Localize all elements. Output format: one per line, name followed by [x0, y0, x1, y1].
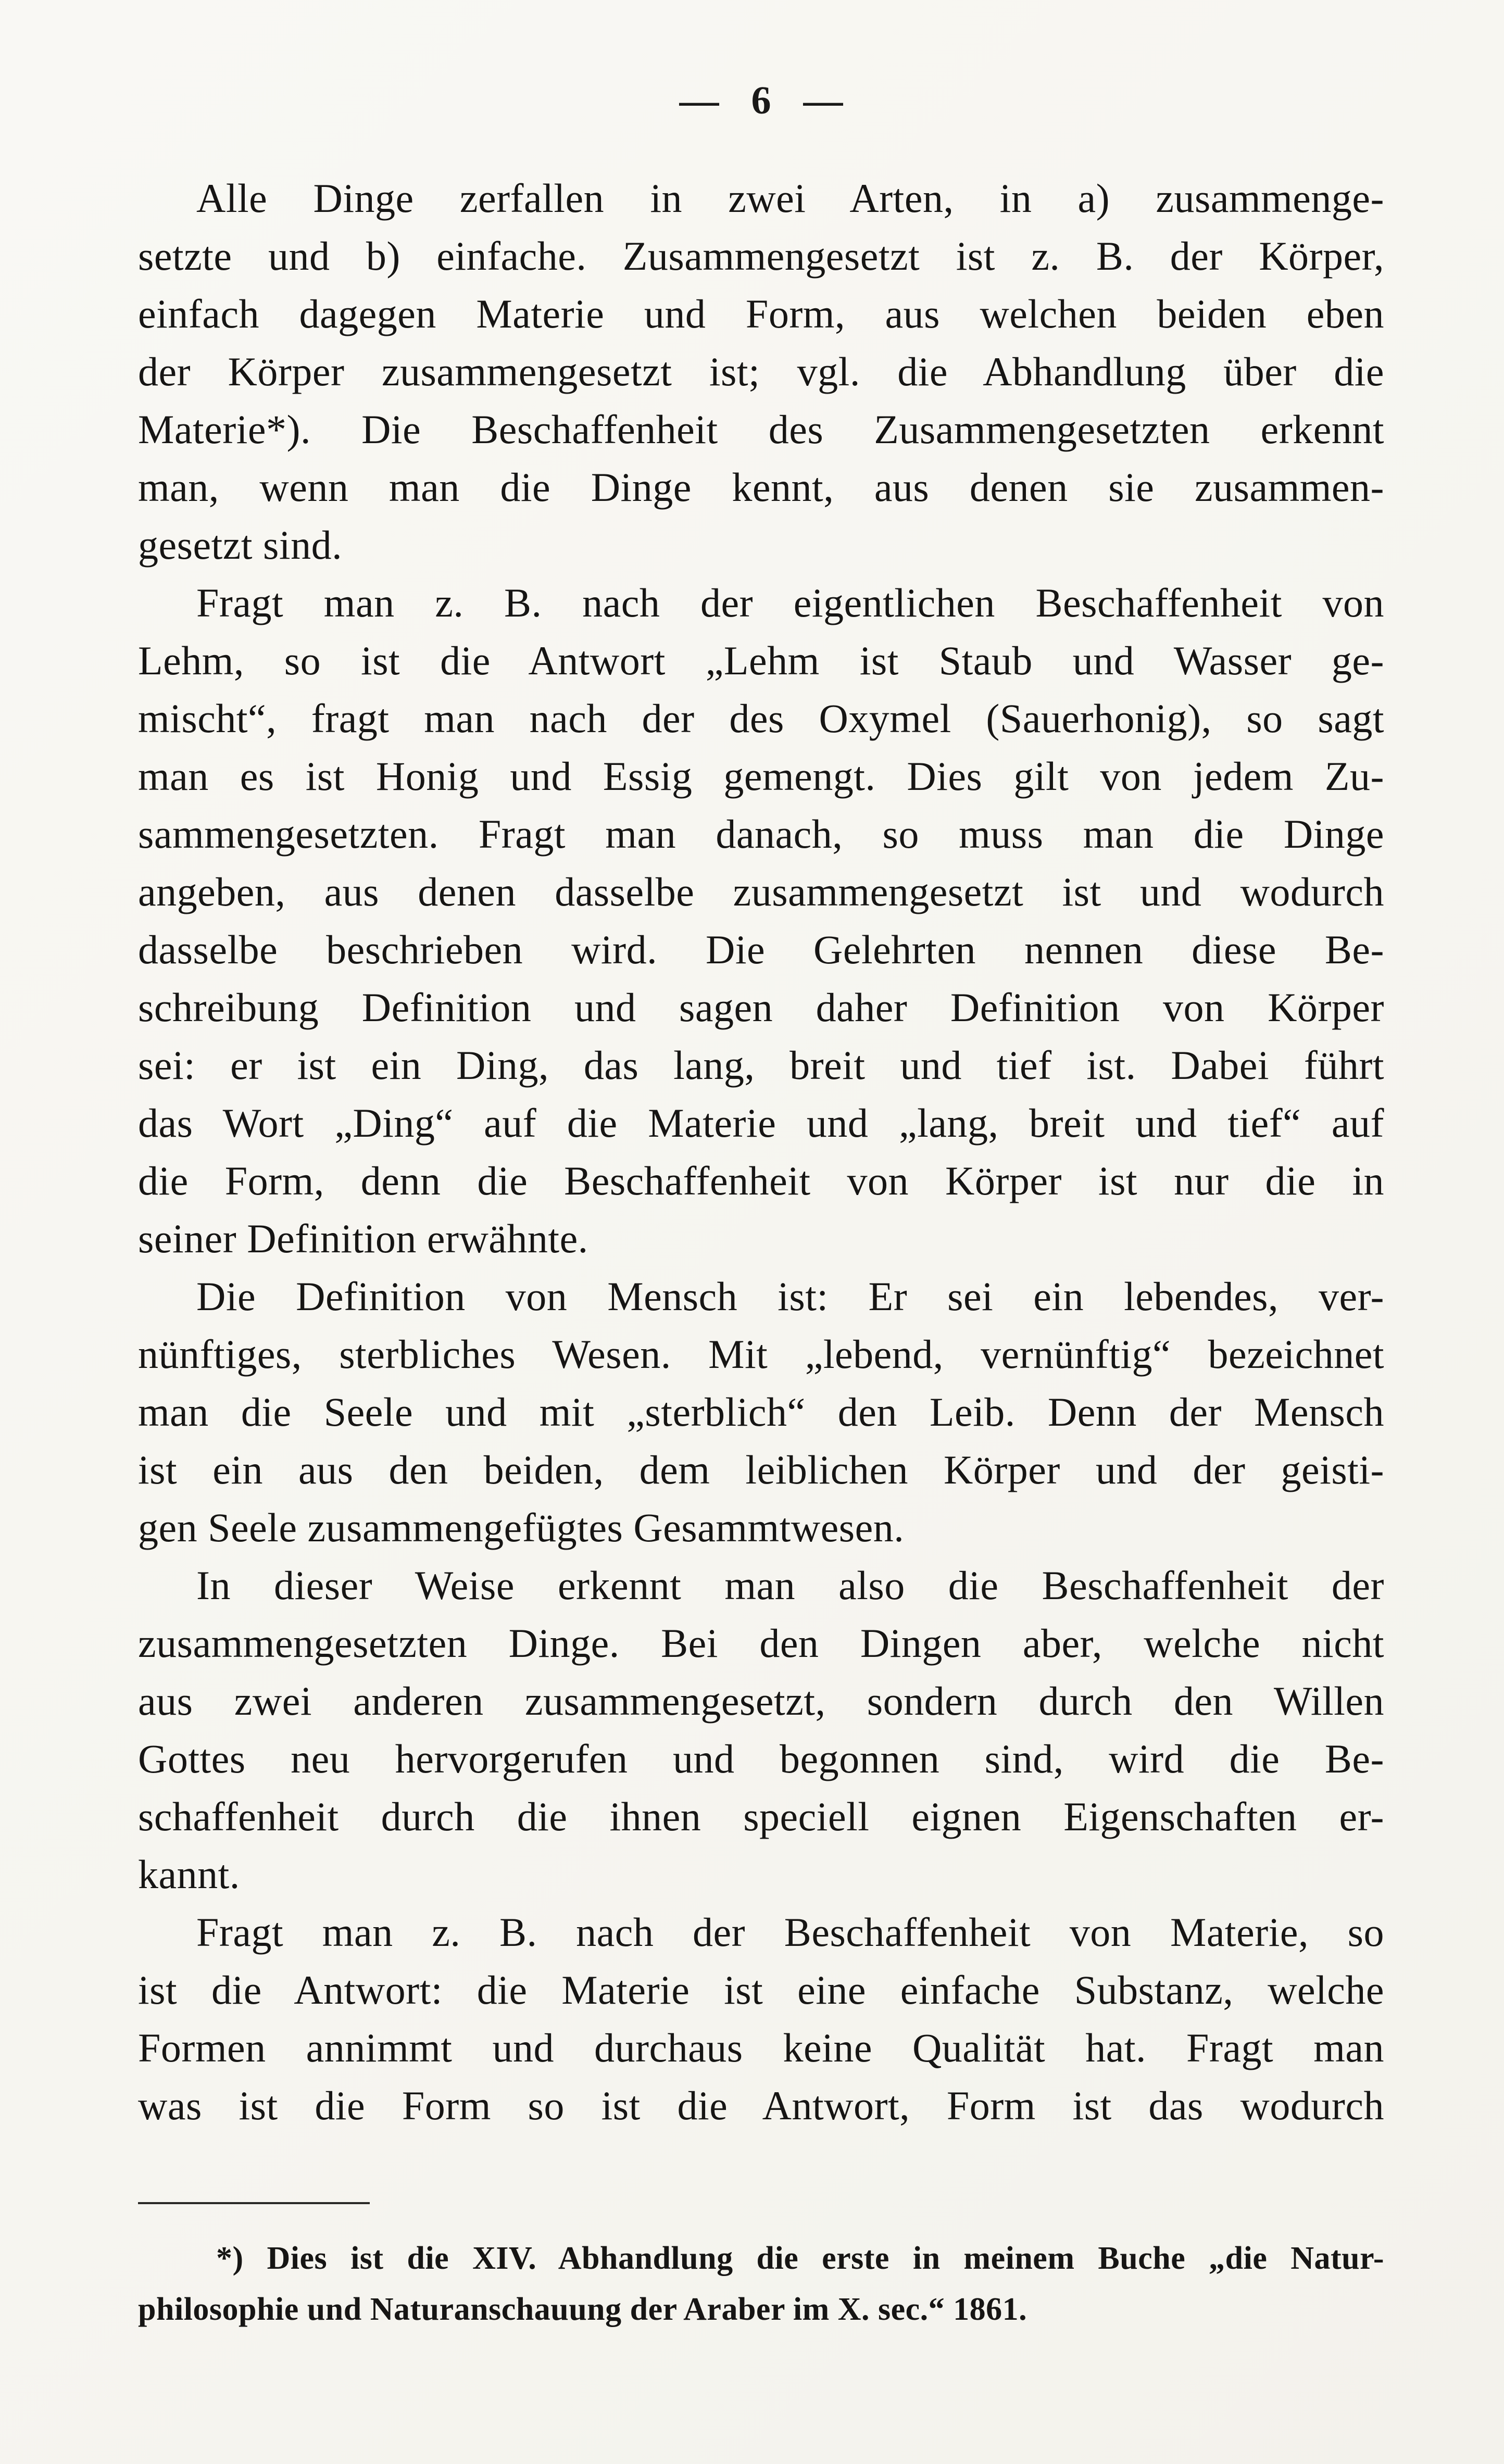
text-line: was ist die Form so ist die Antwort, Form ist das wodurch	[138, 2083, 1384, 2128]
footnote-text	[138, 2233, 1384, 2335]
page-number-value: 6	[751, 79, 771, 122]
text-line: Gottes neu hervorgerufen und begonnen sind, wird die Be-	[138, 1736, 1384, 1781]
text-line: schreibung Definition und sagen daher Definition von Körper	[138, 985, 1384, 1030]
text-line: sei: er ist ein Ding, das lang, breit und tief ist. Dabei führt	[138, 1042, 1384, 1088]
page-number-dash-left: —	[679, 79, 719, 122]
text-line: der Körper zusammengesetzt ist; vgl. die Abhandlung über die	[138, 349, 1384, 394]
text-line: gen Seele zusammengefügtes Gesammtwesen.	[138, 1505, 905, 1550]
text-line: einfach dagegen Materie und Form, aus welchen beiden eben	[138, 291, 1384, 336]
text-line: Materie*). Die Beschaffenheit des Zusammengesetzten erkennt	[138, 407, 1384, 452]
text-line: man es ist Honig und Essig gemengt. Dies gilt von jedem Zu-	[138, 753, 1384, 799]
paragraph	[138, 1267, 1384, 1556]
text-line: ist ein aus den beiden, dem leiblichen Körper und der geisti-	[138, 1447, 1384, 1492]
text-line: In dieser Weise erkennt man also die Beschaffenheit der	[196, 1563, 1384, 1608]
text-line: man, wenn man die Dinge kennt, aus denen sie zusammen-	[138, 464, 1384, 510]
text-line: Fragt man z. B. nach der eigentlichen Beschaffenheit von	[196, 580, 1384, 625]
paragraph	[138, 574, 1384, 1267]
text-line: Die Definition von Mensch ist: Er sei ein lebendes, ver-	[196, 1274, 1384, 1319]
text-line: das Wort „Ding“ auf die Materie und „lang, breit und tief“ auf	[138, 1100, 1384, 1146]
paragraph	[138, 169, 1384, 574]
paragraph	[138, 1556, 1384, 1903]
text-line: Fragt man z. B. nach der Beschaffenheit von Materie, so	[196, 1909, 1384, 1955]
text-line: die Form, denn die Beschaffenheit von Körper ist nur die in	[138, 1158, 1384, 1203]
text-line: Formen annimmt und durchaus keine Qualität hat. Fragt man	[138, 2025, 1384, 2070]
text-line: nünftiges, sterbliches Wesen. Mit „lebend, vernünftig“ bezeichnet	[138, 1331, 1384, 1377]
text-line: seiner Definition erwähnte.	[138, 1216, 588, 1261]
page-number	[138, 78, 1384, 123]
text-line: Alle Dinge zerfallen in zwei Arten, in a) zusammenge-	[196, 175, 1384, 221]
text-line: gesetzt sind.	[138, 522, 343, 568]
footnote	[138, 2202, 1384, 2335]
text-line: zusammengesetzten Dinge. Bei den Dingen aber, welche nicht	[138, 1620, 1384, 1666]
paragraph	[138, 1903, 1384, 2134]
text-line: kannt.	[138, 1852, 240, 1897]
footnote-rule	[138, 2202, 370, 2204]
text-line: setzte und b) einfache. Zusammengesetzt ist z. B. der Körper,	[138, 233, 1384, 279]
text-line: dasselbe beschrieben wird. Die Gelehrten nennen diese Be-	[138, 927, 1384, 972]
text-line: angeben, aus denen dasselbe zusammengesetzt ist und wodurch	[138, 869, 1384, 914]
text-line: aus zwei anderen zusammengesetzt, sondern durch den Willen	[138, 1678, 1384, 1724]
text-line: Lehm, so ist die Antwort „Lehm ist Staub und Wasser ge-	[138, 638, 1384, 683]
body-text	[138, 169, 1384, 2134]
text-line: ist die Antwort: die Materie ist eine einfache Substanz, welche	[138, 1967, 1384, 2013]
footnote-line: philosophie und Naturanschauung der Araber im X. sec.“ 1861.	[138, 2292, 1027, 2327]
text-line: mischt“, fragt man nach der des Oxymel (Sauerhonig), so sagt	[138, 696, 1384, 741]
page-number-dash-right: —	[803, 79, 843, 122]
footnote-line: *) Dies ist die XIV. Abhandlung die erste in meinem Buche „die Natur-	[216, 2241, 1384, 2276]
text-line: schaffenheit durch die ihnen speciell eignen Eigenschaften er-	[138, 1794, 1384, 1839]
text-line: man die Seele und mit „sterblich“ den Leib. Denn der Mensch	[138, 1389, 1384, 1435]
text-line: sammengesetzten. Fragt man danach, so muss man die Dinge	[138, 811, 1384, 857]
